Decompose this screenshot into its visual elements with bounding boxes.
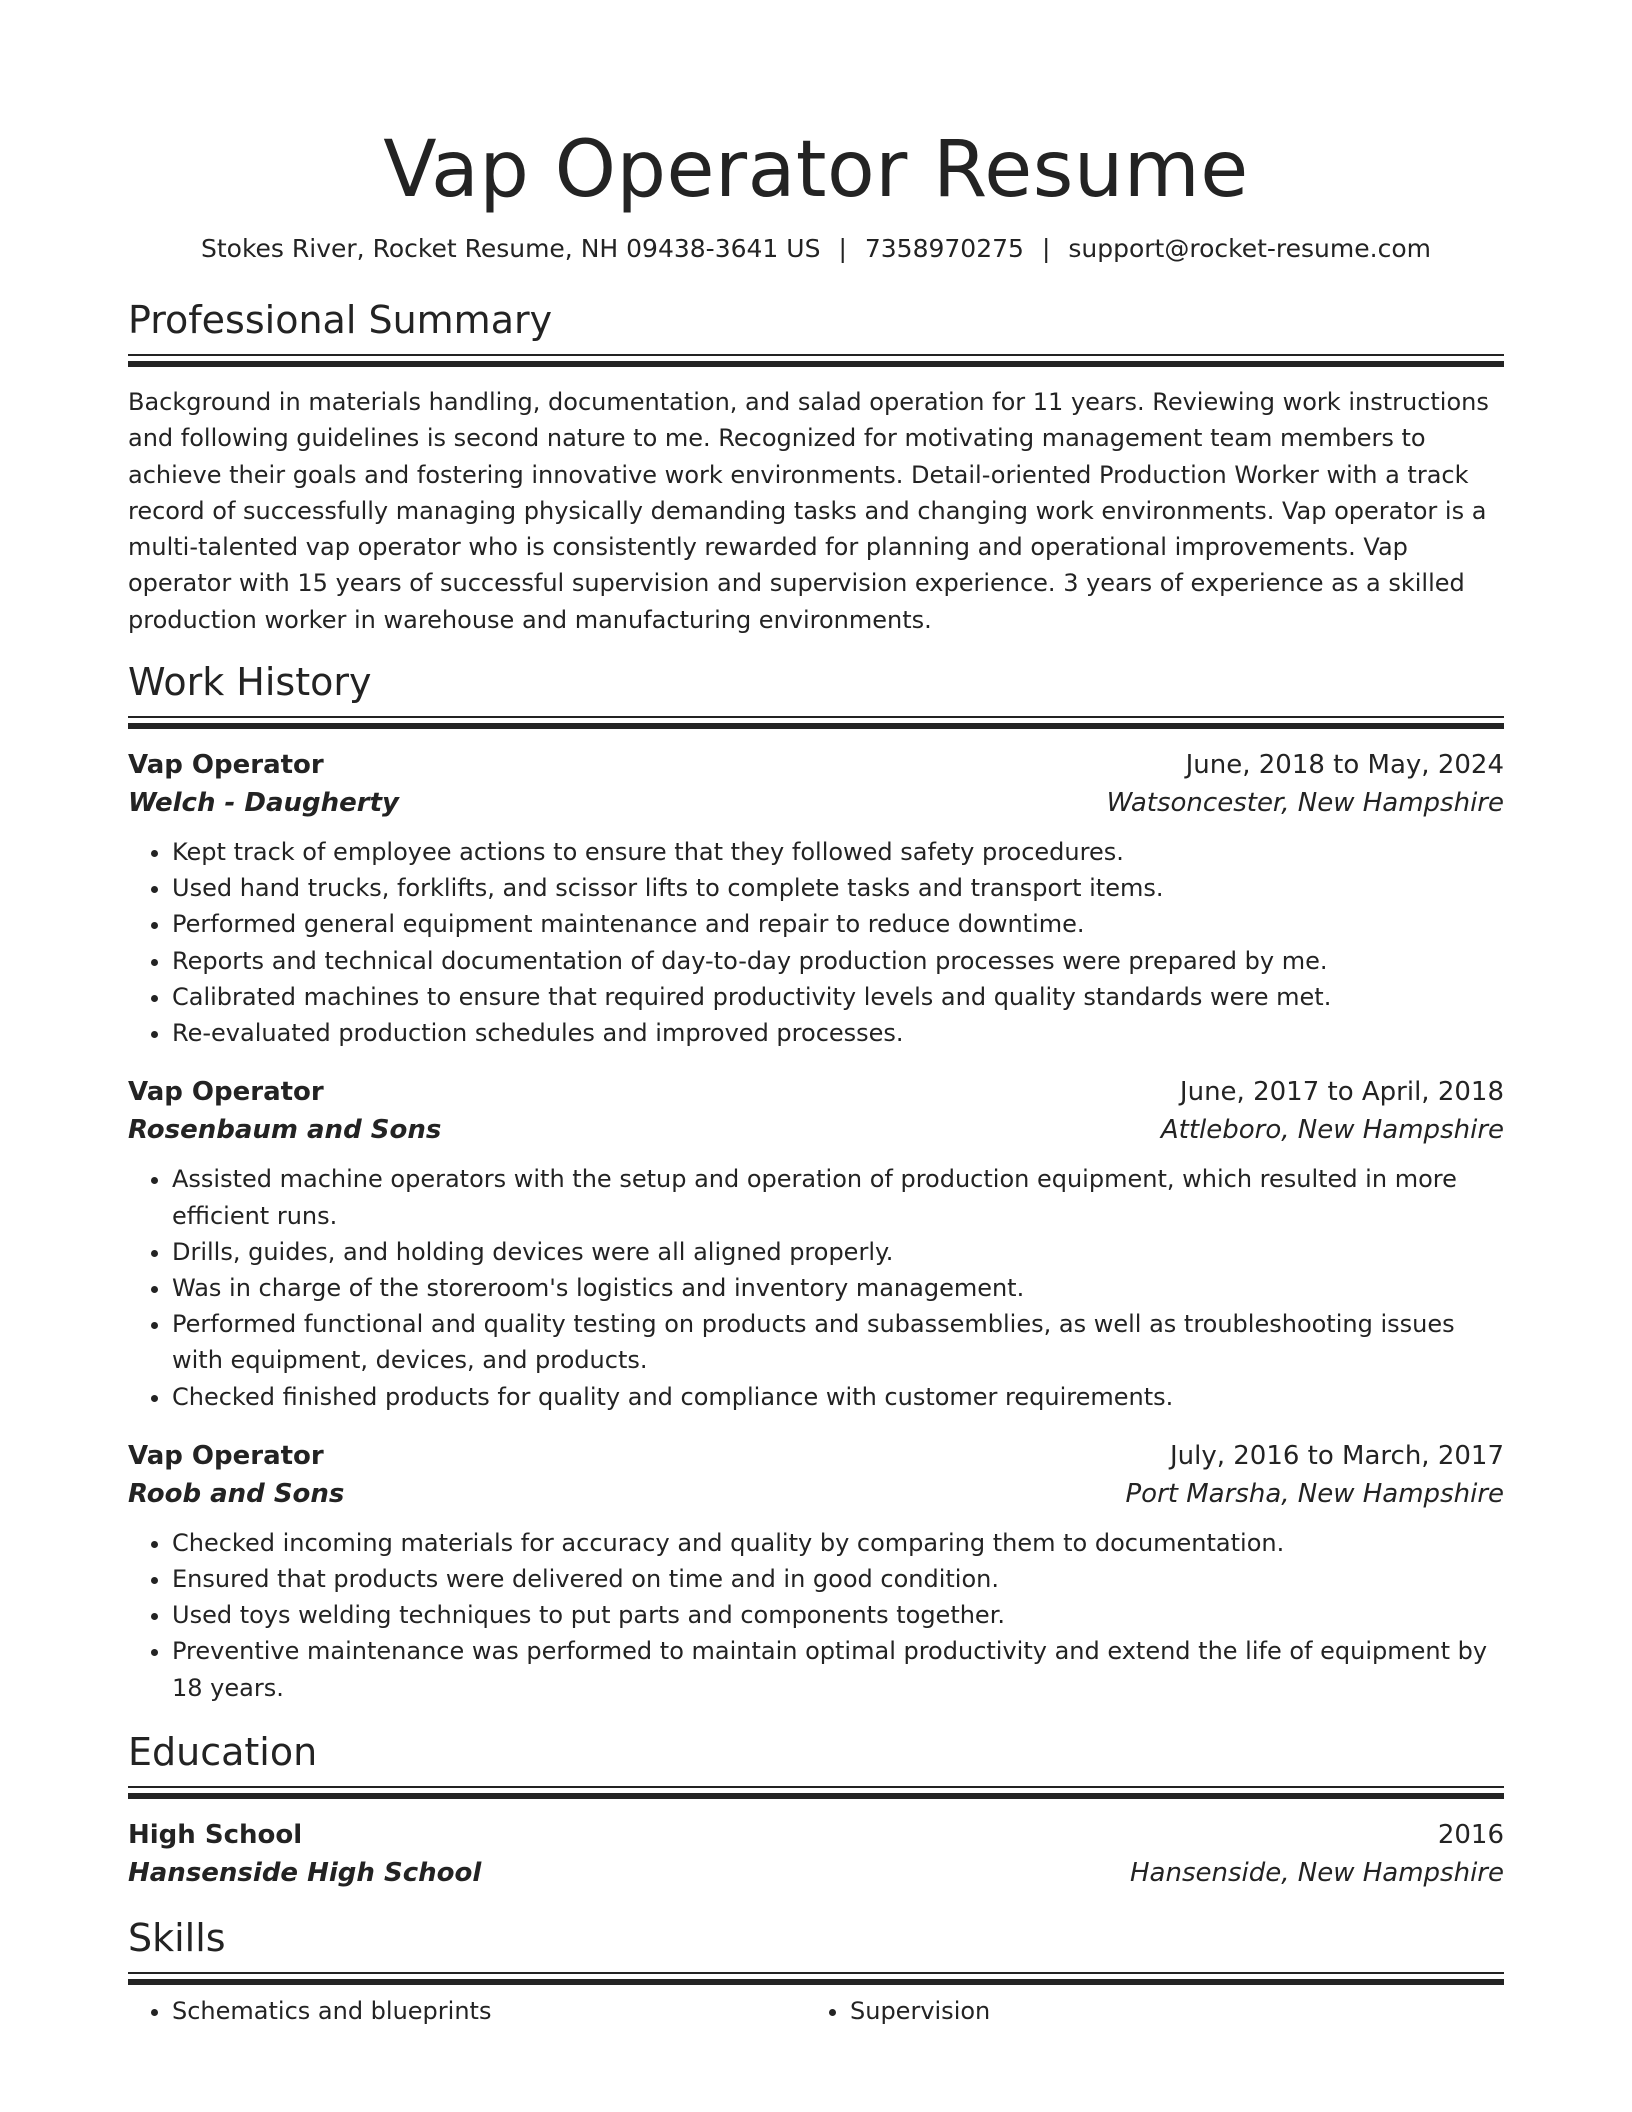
- job-duty: • Checked incoming materials for accuracy and quality by comparing them to documentation.: [172, 1525, 1504, 1561]
- section-divider: [128, 1972, 1504, 1986]
- job-dates: July, 2016 to March, 2017: [1169, 1440, 1504, 1471]
- skills-column-right: [806, 1994, 1484, 2028]
- contact-separator: |: [838, 234, 847, 263]
- contact-email: support@rocket-resume.com: [1068, 234, 1431, 263]
- job-title: Vap Operator: [128, 1077, 324, 1108]
- job-location: Watsoncester, New Hampshire: [1106, 788, 1504, 819]
- job-company: Rosenbaum and Sons: [128, 1115, 442, 1146]
- job-duties: [128, 834, 1504, 1051]
- job-duty: • Re-evaluated production schedules and improved processes.: [172, 1015, 1504, 1051]
- education-entry: [128, 1816, 1504, 1892]
- job-duties: [128, 1525, 1504, 1706]
- section-divider: [128, 1786, 1504, 1800]
- resume-title: Vap Operator Resume: [383, 125, 1249, 215]
- job-entry: [128, 746, 1504, 1051]
- job-duty: • Kept track of employee actions to ensure that they followed safety procedures.: [172, 834, 1504, 870]
- job-duty: • Drills, guides, and holding devices were all aligned properly.: [172, 1234, 1504, 1270]
- skills-column-left: [128, 1994, 806, 2028]
- job-entry: [128, 1437, 1504, 1706]
- education-location: Hansenside, New Hampshire: [1129, 1857, 1504, 1888]
- job-duty: • Assisted machine operators with the setup and operation of production equipment, which resulted in more efficient runs.: [172, 1161, 1504, 1233]
- job-entry: [128, 1073, 1504, 1414]
- contact-separator: |: [1041, 234, 1051, 263]
- section-divider: [128, 716, 1504, 730]
- job-dates: June, 2017 to April, 2018: [1179, 1077, 1504, 1108]
- job-location: Attleboro, New Hampshire: [1160, 1115, 1504, 1146]
- section-divider: [128, 354, 1504, 368]
- skills-list: [128, 1994, 1504, 2028]
- job-title: Vap Operator: [128, 1440, 324, 1471]
- job-company: Welch - Daugherty: [128, 788, 399, 819]
- contact-address: Stokes River, Rocket Resume, NH 09438-3641 US: [201, 234, 821, 263]
- summary-text: Background in materials handling, documentation, and salad operation for 11 years. Reviewing work instructions and following guidelines is second nature to me. Recognized for motivating management team members to achieve their goals and fostering innovative work environments. Detail-oriented Production Worker with a track record of successfully managing physically demanding tasks and changing work environments. Vap operator is a multi-talented vap operator who is consistently rewarded for planning and operational improvements. Vap operator with 15 years of successful supervision and supervision experience. 3 years of experience as a skilled production worker in warehouse and manufacturing environments.: [128, 388, 1489, 634]
- skill-item: • Supervision: [850, 1994, 1484, 2028]
- job-duties: [128, 1161, 1504, 1414]
- contact-line: [128, 232, 1504, 266]
- summary-section: [128, 296, 1504, 638]
- education-section: [128, 1728, 1504, 1892]
- job-duty: • Performed general equipment maintenance and repair to reduce downtime.: [172, 906, 1504, 942]
- education-year: 2016: [1437, 1819, 1504, 1850]
- job-duty: • Checked finished products for quality and compliance with customer requirements.: [172, 1379, 1504, 1415]
- education-school: Hansenside High School: [128, 1857, 482, 1888]
- job-company: Roob and Sons: [128, 1478, 345, 1509]
- education-degree: High School: [128, 1819, 303, 1850]
- skill-item: • Schematics and blueprints: [172, 1994, 806, 2028]
- job-location: Port Marsha, New Hampshire: [1125, 1478, 1504, 1509]
- education-heading: Education: [128, 1729, 318, 1774]
- job-duty: • Used toys welding techniques to put parts and components together.: [172, 1597, 1504, 1633]
- job-duty: • Ensured that products were delivered on time and in good condition.: [172, 1561, 1504, 1597]
- job-duty: • Performed functional and quality testing on products and subassemblies, as well as troubleshooting issues with equipment, devices, and products.: [172, 1306, 1504, 1378]
- job-duty: • Was in charge of the storeroom's logistics and inventory management.: [172, 1270, 1504, 1306]
- work-history-heading: Work History: [128, 660, 372, 705]
- work-history-section: [128, 658, 1504, 1706]
- skills-section: [128, 1914, 1504, 2028]
- job-dates: June, 2018 to May, 2024: [1185, 750, 1504, 781]
- job-duty: • Used hand trucks, forklifts, and scissor lifts to complete tasks and transport items.: [172, 870, 1504, 906]
- job-duty: • Reports and technical documentation of day-to-day production processes were prepared by me.: [172, 943, 1504, 979]
- contact-phone: 7358970275: [864, 234, 1024, 263]
- skills-heading: Skills: [128, 1915, 226, 1960]
- job-duty: • Calibrated machines to ensure that required productivity levels and quality standards were met.: [172, 979, 1504, 1015]
- resume-page: [128, 0, 1504, 2028]
- summary-heading: Professional Summary: [128, 298, 553, 342]
- job-title: Vap Operator: [128, 750, 324, 781]
- job-duty: • Preventive maintenance was performed to maintain optimal productivity and extend the life of equipment by 18 years.: [172, 1633, 1504, 1705]
